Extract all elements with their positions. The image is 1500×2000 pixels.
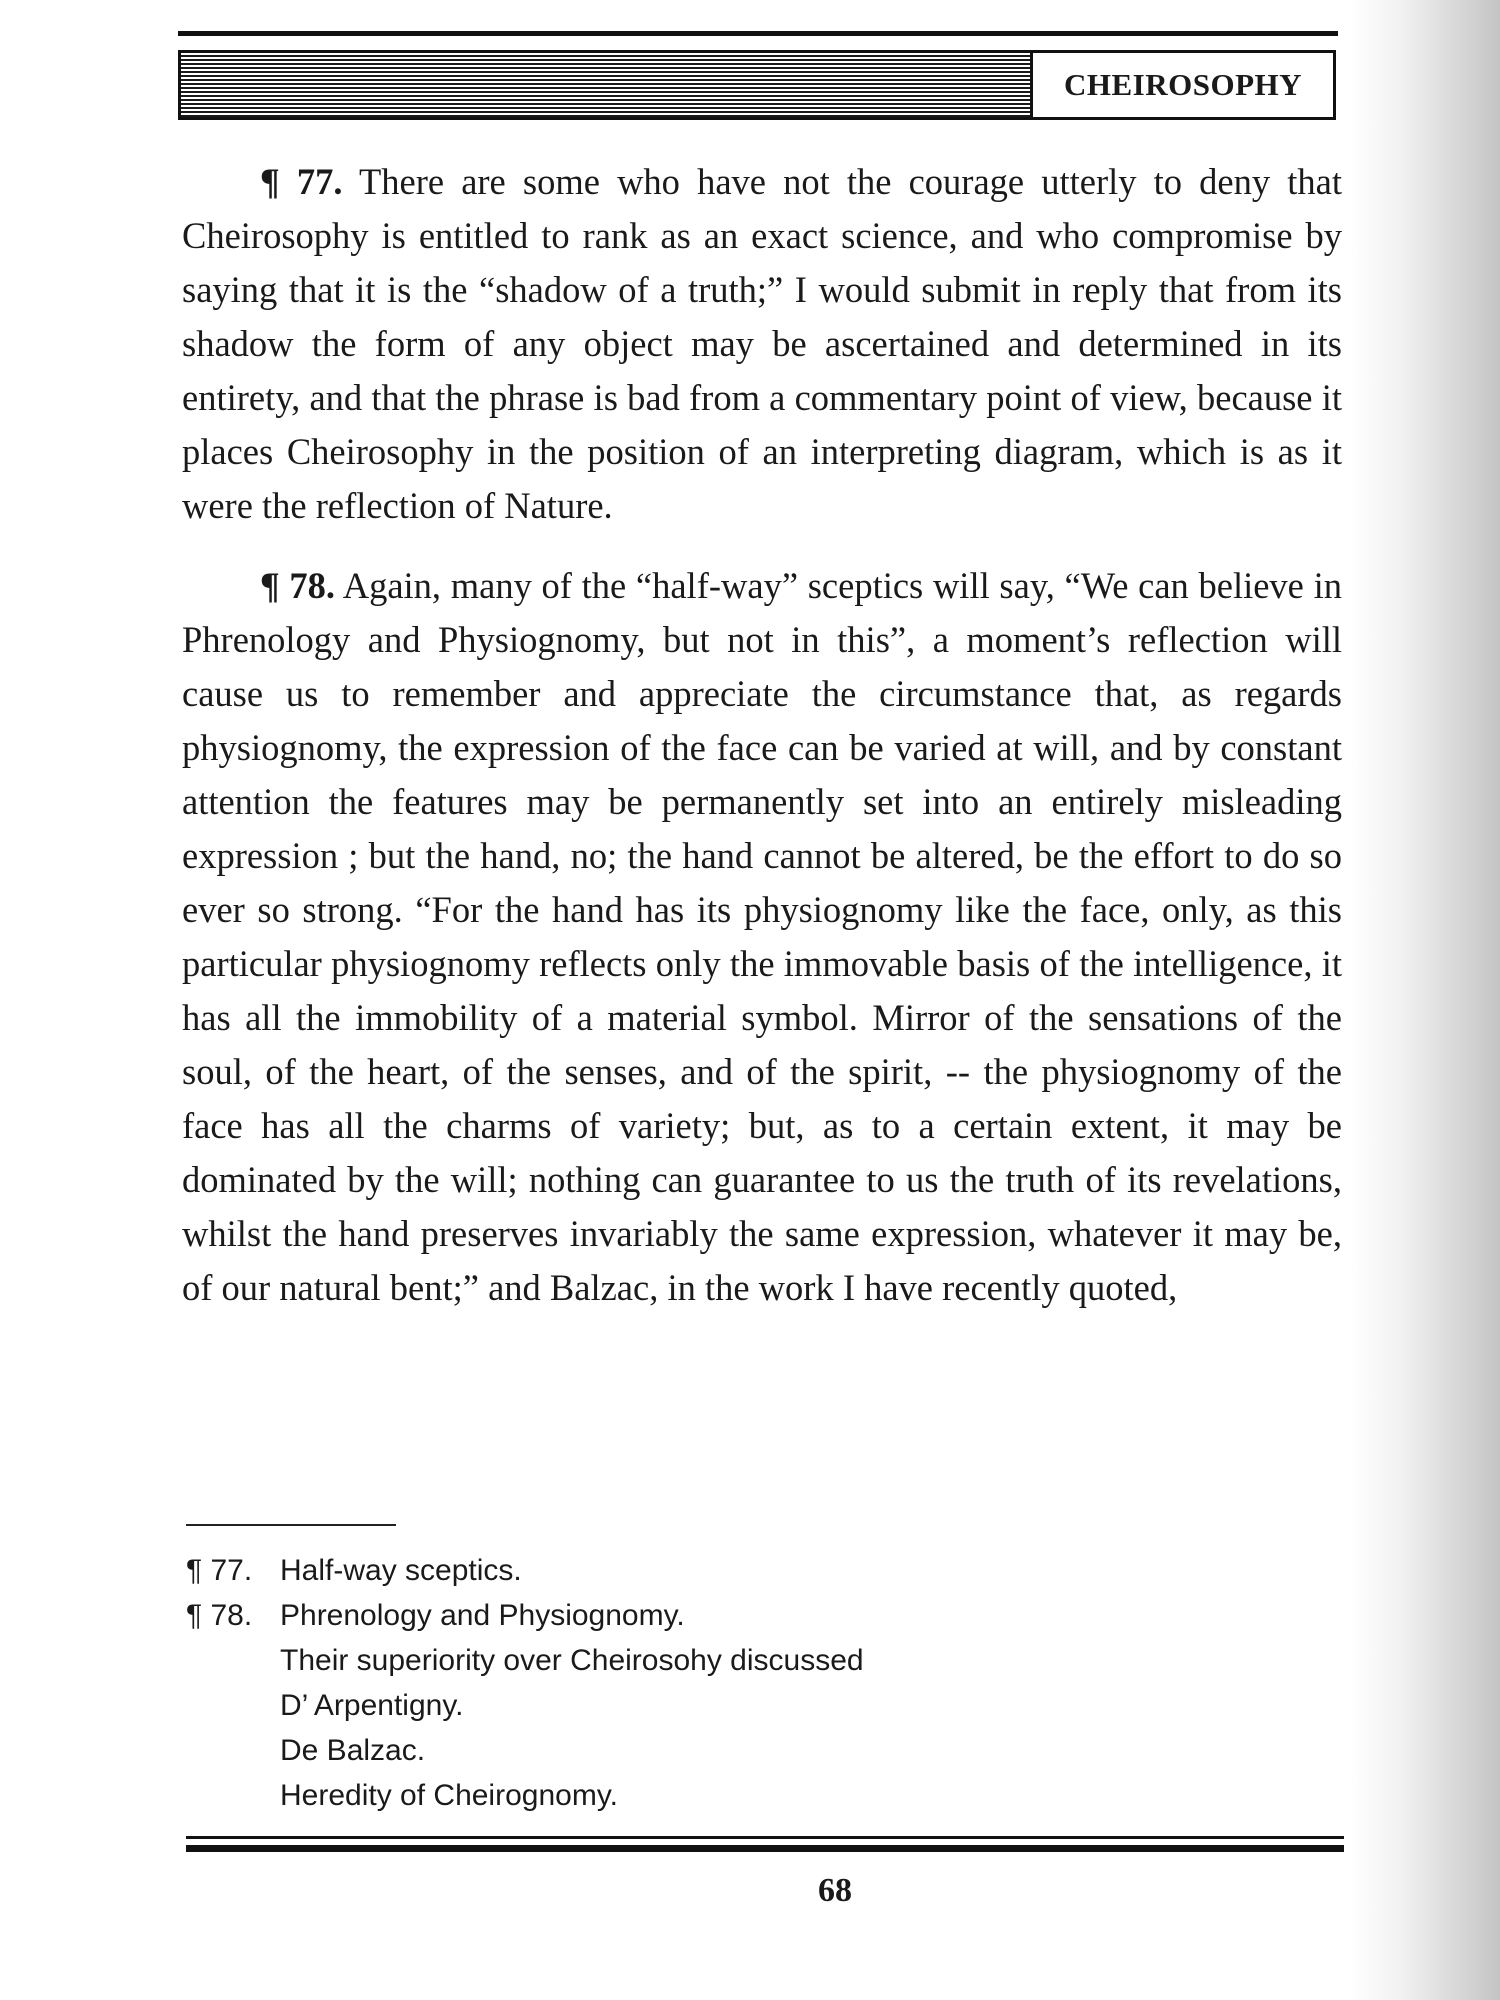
footnote-sub-line: D’ Arpentigny.	[280, 1689, 464, 1722]
footnotes	[186, 1548, 1286, 1818]
paragraph-text: Again, many of the “half-way” sceptics will say, “We can believe in Phrenology and Physiognomy, but not in this”, a moment’s reflection will cause us to remember and appreciate the circumstance that, as regards physiognomy, the expression of the face can be varied at will, and by constant attention the features may be permanently set into an entirely misleading expression ; but the hand, no; the hand cannot be altered, be the effort to do so ever so strong. “For the hand has its physiognomy like the face, only, as this particular physiognomy reflects only the immovable basis of the intelligence, it has all the immobility of a material symbol. Mirror of the sensations of the soul, of the heart, of the senses, and of the spirit, -- the physiognomy of the face has all the charms of variety; but, as to a certain extent, it may be dominated by the will; nothing can guarantee to us the truth of its revelations, whilst the hand preserves invariably the same expression, whatever it may be, of our natural bent;” and Balzac, in the work I have recently quoted,	[182, 565, 1342, 1308]
bottom-rule-thick	[186, 1845, 1344, 1852]
paragraph-78	[182, 559, 1342, 1315]
footnote-sub-line: De Balzac.	[280, 1734, 426, 1767]
paragraph-number: ¶ 77.	[260, 161, 343, 202]
paragraph-text: There are some who have not the courage utterly to deny that Cheirosophy is entitled to rank as an exact science, and who compromise by saying that it is the “shadow of a truth;” I would submit in reply that from its shadow the form of any object may be ascertained and determined in its entirety, and that the phrase is bad from a commentary point of view, because it places Cheirosophy in the position of an interpreting diagram, which is as it were the reflection of Nature.	[182, 161, 1343, 526]
footnote-text: Phrenology and Physiognomy.	[280, 1599, 685, 1632]
bottom-rule-thin	[186, 1836, 1344, 1839]
footnote-text: Half-way sceptics.	[280, 1554, 522, 1587]
footnote-sub-line: Their superiority over Cheirosohy discussed	[280, 1644, 864, 1677]
footnote-rule	[186, 1524, 396, 1526]
body-text	[182, 155, 1342, 1341]
page-header	[178, 50, 1336, 120]
header-hatch-ornament	[181, 53, 1033, 117]
paragraph-number: ¶ 78.	[260, 565, 336, 606]
page-number: 68	[818, 1872, 852, 1909]
footnote-78	[186, 1593, 1286, 1638]
footnote-number: ¶ 78.	[186, 1599, 253, 1632]
top-rule	[178, 31, 1338, 36]
page-edge-shadow	[1350, 0, 1500, 2000]
running-head: CHEIROSOPHY	[1063, 67, 1303, 102]
footnote-sub-line: Heredity of Cheirognomy.	[280, 1779, 618, 1812]
paragraph-77	[182, 155, 1342, 533]
footnote-number: ¶ 77.	[186, 1554, 253, 1587]
footnote-77	[186, 1548, 1286, 1593]
